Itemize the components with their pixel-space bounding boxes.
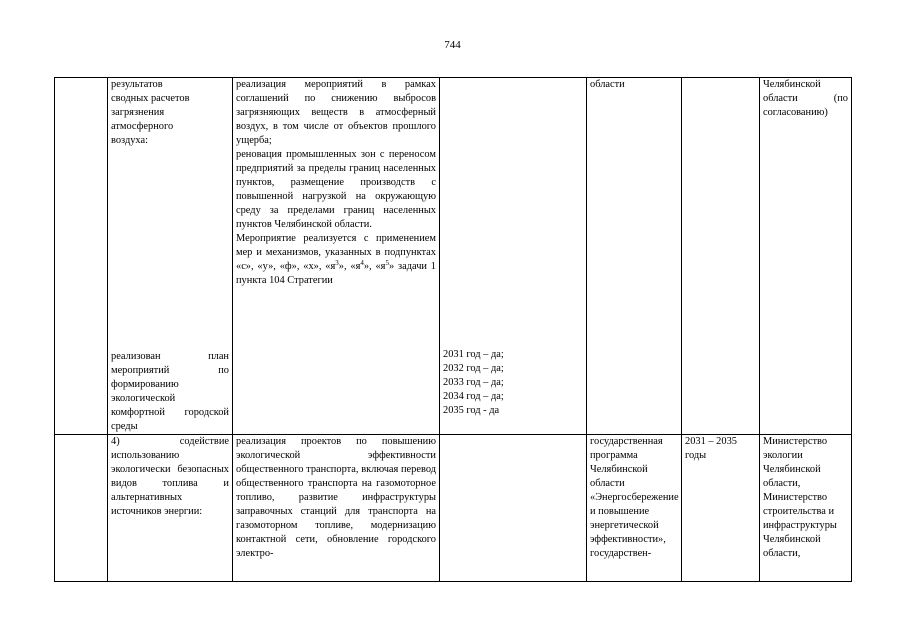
- table-cell-measures: [233, 435, 440, 582]
- year-line: 2032 год – да;: [443, 363, 504, 374]
- table-cell-program: [587, 78, 682, 435]
- program-text: государственная программа Челябинской области «Энергосбережение и повышение энергетической эффективности», государствен-: [590, 436, 679, 559]
- measure-paragraph: реализация мероприятий в рамках соглашений по снижению выбросов загрязняющих веществ в атмосферный воздух, в том числе от объектов прошлого ущерба;: [236, 79, 436, 146]
- result-top-block: [111, 78, 229, 350]
- measures-table: [54, 77, 852, 582]
- table-cell-measures: [233, 78, 440, 435]
- table-cell-result: [108, 435, 233, 582]
- year-line: 2034 год – да;: [443, 391, 504, 402]
- table-cell-number: [55, 435, 108, 582]
- table-cell-period: [682, 78, 760, 435]
- result-bottom-text: реализован план мероприятий по формированию экологической комфортной городской среды: [111, 351, 229, 432]
- table-row: [55, 435, 852, 582]
- table-cell-result: [108, 78, 233, 435]
- measure-paragraph: Мероприятие реализуется с применением мер и механизмов, указанных в подпунктах «с», «у», «ф», «х», «$я^3$», «$я^4$», «$я^5$» задачи 1 пункта 104 Стратегии: [236, 233, 437, 286]
- measure-paragraph: реализация проектов по повышению экологической эффективности общественного транспорта, включая перевод общественного транспорта на газомоторное топливо, развитие инфраструктуры заправочных станций для транспорта на газомоторном топливе, модернизацию контактной сети, обновление городского электро-: [236, 436, 436, 559]
- table-cell-targets: [440, 435, 587, 582]
- table-cell-responsible: [760, 78, 852, 435]
- table-cell-responsible: [760, 435, 852, 582]
- result-text: результатов сводных расчетов загрязнения атмосферного воздуха:: [111, 79, 190, 146]
- year-line: 2033 год – да;: [443, 377, 504, 388]
- measure-paragraph: реновация промышленных зон с переносом предприятий за пределы границ населенных пунктов, размещение производств с повышенной нагрузкой на окружающую среду за пределами границ населенных пунктов Челябинской области.: [236, 149, 436, 230]
- table-cell-program: [587, 435, 682, 582]
- table-cell-period: [682, 435, 760, 582]
- page-number: 744: [444, 39, 461, 51]
- table-row: [55, 78, 852, 435]
- table-cell-number: [55, 78, 108, 435]
- responsible-text: Челябинской области (по согласованию): [763, 79, 848, 118]
- program-text: области: [590, 79, 625, 90]
- year-line: 2031 год – да;: [443, 349, 504, 360]
- responsible-text: Министерство экологии Челябинской области, Министерство строительства и инфраструктуры Челябинской области,: [763, 436, 837, 559]
- period-text: 2031 – 2035 годы: [685, 436, 737, 461]
- table-cell-targets: [440, 78, 587, 435]
- result-text: 4) содействие использованию экологически безопасных видов топлива и альтернативных источников энергии:: [111, 436, 229, 517]
- year-line: 2035 год - да: [443, 405, 500, 416]
